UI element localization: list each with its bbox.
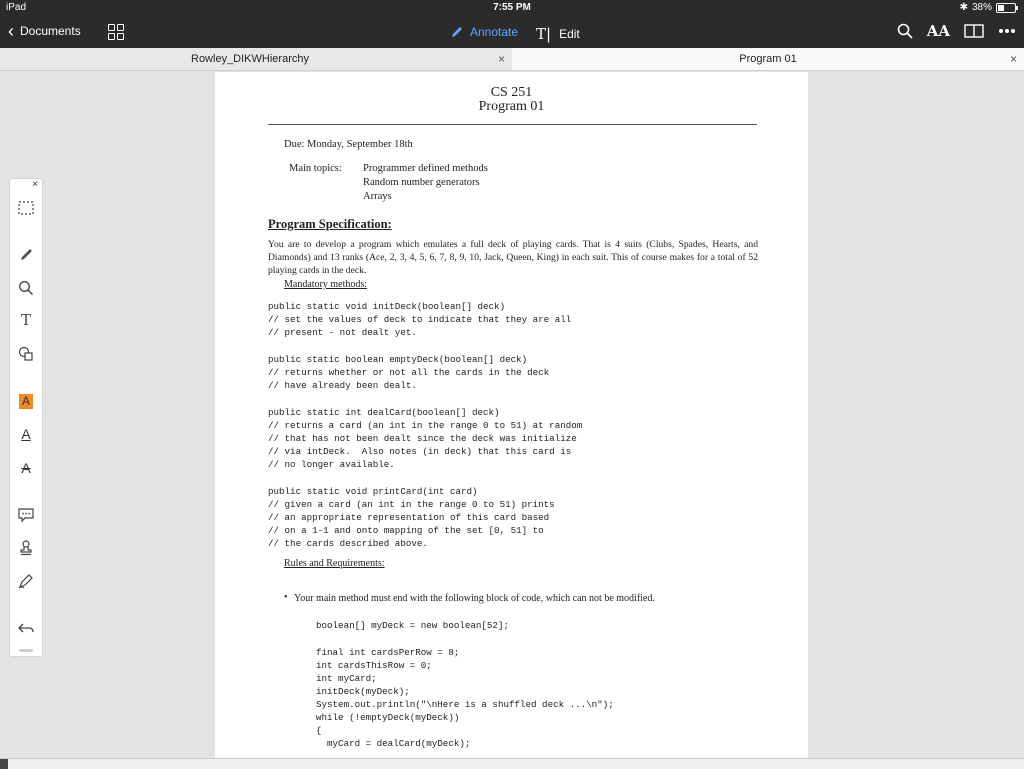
shape-tool-icon[interactable]: [10, 343, 42, 365]
code-line: while (!emptyDeck(myDeck)): [316, 712, 460, 723]
selection-tool-icon[interactable]: [10, 197, 42, 219]
method-line: // on a 1-1 and onto mapping of the set [0, 51] to: [268, 525, 544, 536]
method-line: // an appropriate representation of this card based: [268, 512, 550, 523]
battery-level: [998, 5, 1004, 11]
method-line: // returns a card (an int in the range 0 to 51) at random: [268, 420, 583, 431]
battery-percent: 38%: [971, 2, 992, 13]
annotation-sidebar: [9, 178, 43, 657]
method-line: // have already been dealt.: [268, 380, 417, 391]
title-rule: [268, 124, 757, 125]
method-line: // that has not been dealt since the deck was initialize: [268, 433, 577, 444]
program-title: Program 01: [478, 99, 545, 114]
due-date: Due: Monday, September 18th: [284, 139, 413, 150]
search-icon[interactable]: [897, 23, 913, 39]
code-line: {: [316, 725, 322, 736]
close-tab-icon[interactable]: ×: [498, 52, 506, 66]
comment-tool-icon[interactable]: [10, 504, 42, 526]
bullet-icon: •: [284, 592, 288, 603]
rules-heading: Rules and Requirements:: [284, 558, 385, 569]
status-right: [960, 2, 1016, 13]
chevron-left-icon: ‹: [8, 21, 14, 41]
device-label: iPad: [6, 2, 27, 13]
code-line: final int cardsPerRow = 8;: [316, 647, 460, 658]
topic-item: Arrays: [363, 191, 392, 202]
more-icon[interactable]: [998, 28, 1016, 34]
topics-label: Main topics:: [289, 163, 342, 174]
edit-button[interactable]: [536, 25, 580, 43]
signature-tool-icon[interactable]: [10, 570, 42, 592]
code-line: int myCard;: [316, 673, 377, 684]
code-line: myCard = dealCard(myDeck);: [316, 738, 471, 749]
pdf-page: [215, 72, 808, 768]
course-title: CS 251: [490, 85, 533, 100]
text-size-icon[interactable]: AA: [926, 22, 950, 40]
pencil-icon: [450, 25, 464, 39]
topic-item: Programmer defined methods: [363, 163, 488, 174]
back-label: Documents: [20, 24, 81, 38]
pen-tool-icon[interactable]: [10, 244, 42, 266]
annotate-button[interactable]: [450, 25, 518, 39]
book-view-icon[interactable]: [964, 24, 984, 38]
method-line: // set the values of deck to indicate that they are all: [268, 314, 572, 325]
method-line: public static void printCard(int card): [268, 486, 478, 497]
battery-icon: [996, 3, 1016, 13]
method-line: // no longer available.: [268, 459, 395, 470]
bottom-page-bar: [0, 758, 1024, 769]
code-line: initDeck(myDeck);: [316, 686, 410, 697]
edit-label: Edit: [559, 27, 580, 41]
strikethrough-tool-icon[interactable]: A: [21, 460, 31, 476]
spec-paragraph: You are to develop a program which emulates a full deck of playing cards. That is 4 suits (Clubs, Spades, Hearts, and Diamonds) and 13 ranks (Ace, 2, 3, 4, 5, 6, 7, 8, 9, 10, Jack, Queen, King) in each suit. This of course makes for a total of 52 playing cards in the deck.: [268, 239, 758, 276]
right-tools: [897, 22, 1016, 40]
thumbnails-grid-icon[interactable]: [108, 24, 124, 40]
method-line: public static int dealCard(boolean[] deck): [268, 407, 500, 418]
code-line: boolean[] myDeck = new boolean[52];: [316, 620, 509, 631]
annotate-label: Annotate: [470, 25, 519, 39]
close-tab-icon[interactable]: ×: [1010, 52, 1018, 66]
spec-heading: Program Specification:: [268, 217, 392, 231]
stamp-tool-icon[interactable]: [10, 537, 42, 559]
undo-icon[interactable]: [10, 617, 42, 639]
topic-item: Random number generators: [363, 177, 480, 188]
method-line: // returns whether or not all the cards in the deck: [268, 367, 550, 378]
magnifier-tool-icon[interactable]: [10, 277, 42, 299]
tab-program-01[interactable]: [512, 48, 1024, 70]
text-tool-icon[interactable]: T: [20, 311, 31, 329]
drag-handle[interactable]: [19, 649, 33, 652]
method-line: // present - not dealt yet.: [268, 327, 417, 338]
bullet-text: Your main method must end with the following block of code, which can not be modified.: [294, 593, 655, 604]
tab-label: Rowley_DIKWHierarchy: [191, 53, 309, 65]
top-toolbar: [0, 16, 1024, 48]
clock: 7:55 PM: [493, 2, 531, 13]
tab-label: Program 01: [739, 53, 797, 65]
method-line: // via intDeck. Also notes (in deck) that this card is: [268, 446, 572, 457]
bluetooth-icon: ✱: [959, 2, 968, 13]
method-line: // given a card (an int in the range 0 to 51) prints: [268, 499, 555, 510]
mandatory-methods-label: Mandatory methods:: [284, 279, 368, 290]
tab-rowley-dikwhierarchy[interactable]: [0, 48, 513, 70]
code-line: int cardsThisRow = 0;: [316, 660, 432, 671]
highlight-tool-icon[interactable]: [10, 390, 42, 412]
method-line: public static boolean emptyDeck(boolean[] deck): [268, 354, 528, 365]
status-bar: [0, 0, 1024, 16]
back-to-documents-button[interactable]: [8, 22, 81, 40]
highlight-letter: A: [19, 394, 33, 409]
method-line: public static void initDeck(boolean[] deck): [268, 301, 506, 312]
underline-tool-icon[interactable]: A: [21, 426, 31, 442]
code-line: System.out.println("\nHere is a shuffled deck ...\n");: [316, 699, 614, 710]
text-cursor-icon: T|: [536, 25, 552, 43]
method-line: // the cards described above.: [268, 538, 428, 549]
document-tabs: [0, 48, 1024, 71]
close-sidebar-icon[interactable]: ×: [32, 179, 38, 190]
